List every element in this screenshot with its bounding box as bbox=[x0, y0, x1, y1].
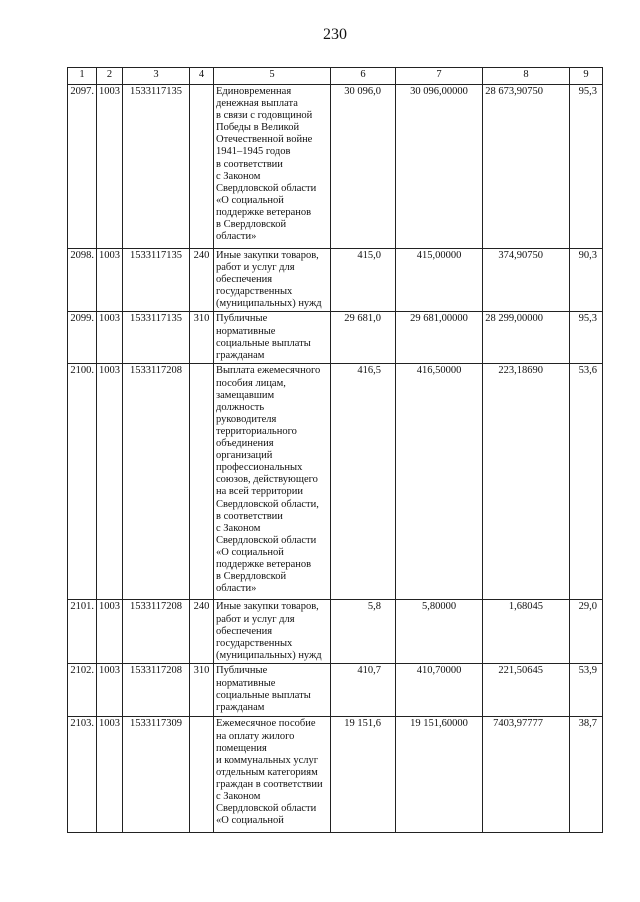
row-number: 2101. bbox=[68, 600, 97, 664]
expense-type bbox=[190, 717, 214, 833]
value-col8: 7403,97777 bbox=[483, 717, 570, 833]
expense-type: 310 bbox=[190, 312, 214, 364]
table-row bbox=[68, 717, 603, 833]
table-row bbox=[68, 249, 603, 312]
row-number: 2099. bbox=[68, 312, 97, 364]
value-col9: 90,3 bbox=[570, 249, 603, 312]
row-number: 2102. bbox=[68, 664, 97, 717]
target-code: 1533117135 bbox=[123, 312, 190, 364]
value-col6: 29 681,0 bbox=[331, 312, 396, 364]
expense-type bbox=[190, 85, 214, 249]
col-header-9: 9 bbox=[570, 68, 603, 85]
value-col7: 410,70000 bbox=[396, 664, 483, 717]
col-header-8: 8 bbox=[483, 68, 570, 85]
col-header-3: 3 bbox=[123, 68, 190, 85]
section-code: 1003 bbox=[97, 85, 123, 249]
value-col8: 1,68045 bbox=[483, 600, 570, 664]
item-name: Публичные нормативные социальные выплаты гражданам bbox=[214, 312, 331, 364]
item-name: Выплата ежемесячного пособия лицам, замещавшим должность руководителя территориального объединения организаций профессиональных союзов, действующего на всей территории Свердловской области, в соответствии с Законом Свердловской области «О социальной поддержке ветеранов в Свердловской области» bbox=[214, 364, 331, 600]
value-col6: 410,7 bbox=[331, 664, 396, 717]
section-code: 1003 bbox=[97, 312, 123, 364]
item-name: Публичные нормативные социальные выплаты гражданам bbox=[214, 664, 331, 717]
value-col6: 5,8 bbox=[331, 600, 396, 664]
value-col7: 416,50000 bbox=[396, 364, 483, 600]
table-row bbox=[68, 364, 603, 600]
target-code: 1533117208 bbox=[123, 664, 190, 717]
value-col7: 30 096,00000 bbox=[396, 85, 483, 249]
target-code: 1533117135 bbox=[123, 249, 190, 312]
col-header-1: 1 bbox=[68, 68, 97, 85]
value-col7: 29 681,00000 bbox=[396, 312, 483, 364]
section-code: 1003 bbox=[97, 600, 123, 664]
header-row bbox=[68, 68, 603, 85]
value-col9: 29,0 bbox=[570, 600, 603, 664]
target-code: 1533117309 bbox=[123, 717, 190, 833]
value-col9: 53,6 bbox=[570, 364, 603, 600]
row-number: 2100. bbox=[68, 364, 97, 600]
expense-type: 240 bbox=[190, 600, 214, 664]
value-col9: 95,3 bbox=[570, 312, 603, 364]
row-number: 2097. bbox=[68, 85, 97, 249]
row-number: 2098. bbox=[68, 249, 97, 312]
target-code: 1533117135 bbox=[123, 85, 190, 249]
value-col6: 416,5 bbox=[331, 364, 396, 600]
item-name: Единовременная денежная выплата в связи с годовщиной Победы в Великой Отечественной войне 1941–1945 годов в соответствии с Законом Свердловской области «О социальной поддержке ветеранов в Свердловской области» bbox=[214, 85, 331, 249]
value-col9: 95,3 bbox=[570, 85, 603, 249]
section-code: 1003 bbox=[97, 717, 123, 833]
value-col6: 415,0 bbox=[331, 249, 396, 312]
value-col9: 53,9 bbox=[570, 664, 603, 717]
col-header-4: 4 bbox=[190, 68, 214, 85]
table-row bbox=[68, 85, 603, 249]
item-name: Иные закупки товаров, работ и услуг для обеспечения государственных (муниципальных) нужд bbox=[214, 249, 331, 312]
section-code: 1003 bbox=[97, 364, 123, 600]
item-name: Ежемесячное пособие на оплату жилого помещения и коммунальных услуг отдельным категориям граждан в соответствии с Законом Свердловской области «О социальной bbox=[214, 717, 331, 833]
value-col8: 28 299,00000 bbox=[483, 312, 570, 364]
row-number: 2103. bbox=[68, 717, 97, 833]
value-col7: 415,00000 bbox=[396, 249, 483, 312]
expense-type: 240 bbox=[190, 249, 214, 312]
value-col8: 223,18690 bbox=[483, 364, 570, 600]
target-code: 1533117208 bbox=[123, 364, 190, 600]
value-col7: 19 151,60000 bbox=[396, 717, 483, 833]
table-row bbox=[68, 312, 603, 364]
item-name: Иные закупки товаров, работ и услуг для обеспечения государственных (муниципальных) нужд bbox=[214, 600, 331, 664]
value-col7: 5,80000 bbox=[396, 600, 483, 664]
target-code: 1533117208 bbox=[123, 600, 190, 664]
value-col9: 38,7 bbox=[570, 717, 603, 833]
col-header-7: 7 bbox=[396, 68, 483, 85]
value-col6: 30 096,0 bbox=[331, 85, 396, 249]
value-col8: 221,50645 bbox=[483, 664, 570, 717]
page-number: 230 bbox=[323, 26, 347, 43]
section-code: 1003 bbox=[97, 664, 123, 717]
section-code: 1003 bbox=[97, 249, 123, 312]
expense-type: 310 bbox=[190, 664, 214, 717]
table-row bbox=[68, 664, 603, 717]
value-col8: 28 673,90750 bbox=[483, 85, 570, 249]
expense-type bbox=[190, 364, 214, 600]
table-row bbox=[68, 600, 603, 664]
value-col6: 19 151,6 bbox=[331, 717, 396, 833]
col-header-2: 2 bbox=[97, 68, 123, 85]
col-header-6: 6 bbox=[331, 68, 396, 85]
budget-table bbox=[67, 67, 603, 833]
col-header-5: 5 bbox=[214, 68, 331, 85]
value-col8: 374,90750 bbox=[483, 249, 570, 312]
